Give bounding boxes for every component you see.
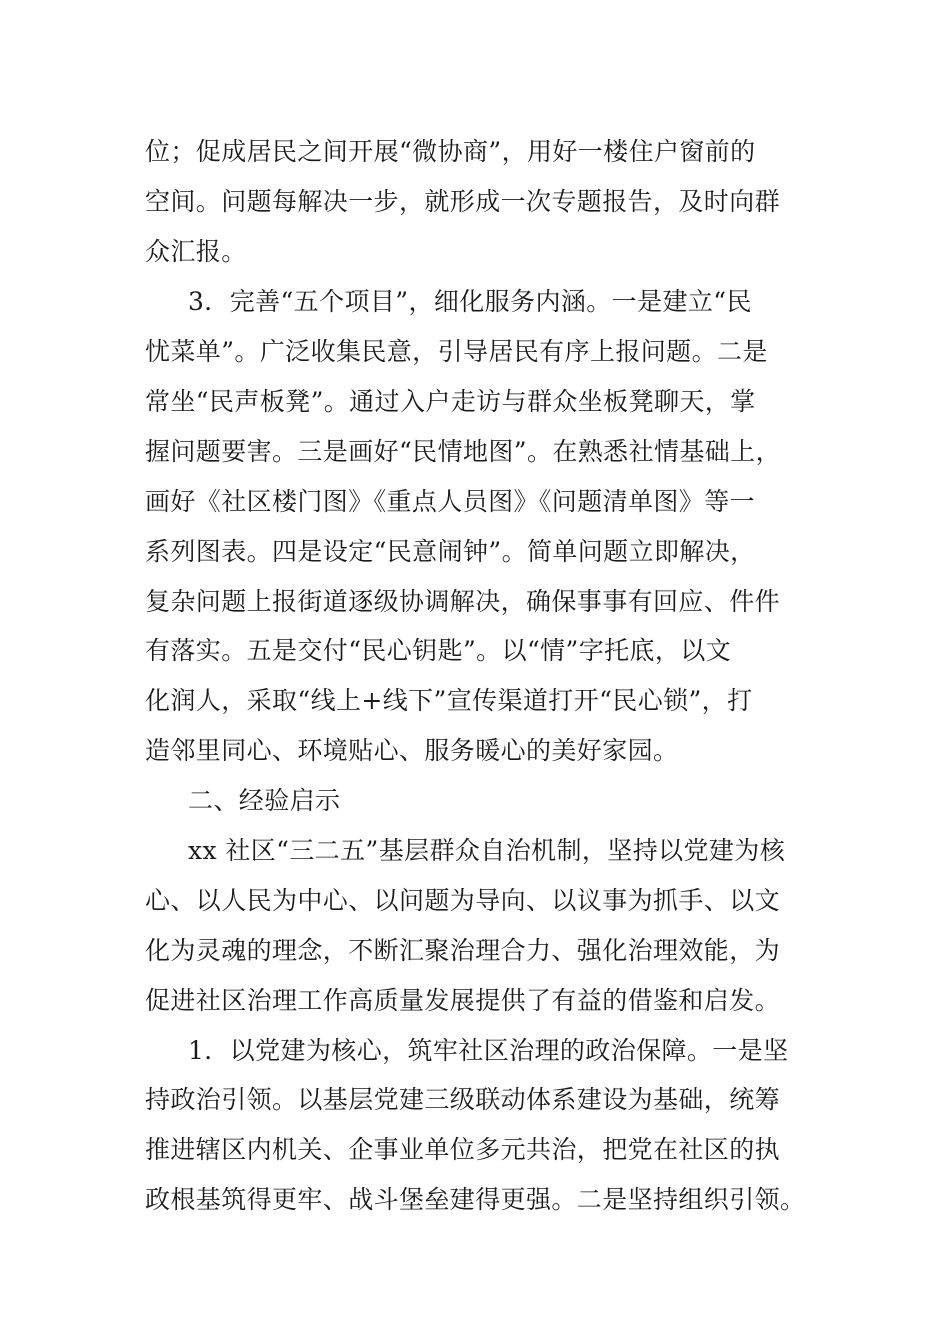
text-line: 位；促成居民之间开展“微协商”，用好一楼住户窗前的 [145, 137, 756, 166]
text-line: 化润人，采取“线上+线下”宣传渠道打开“民心锁”，打 [145, 686, 753, 715]
text-line: 系列图表。四是设定“民意闹钟”。简单问题立即解决， [145, 537, 756, 566]
text-line: 众汇报。 [145, 237, 247, 266]
text-line: 推进辖区内机关、企事业单位多元共治，把党在社区的执 [145, 1135, 781, 1164]
text-line: 持政治引领。以基层党建三级联动体系建设为基础，统筹 [145, 1085, 781, 1114]
paragraph-heading-line: 1．以党建为核心，筑牢社区治理的政治保障。一是坚 [188, 1036, 789, 1065]
paragraph-heading-line: 3．完善“五个项目”，细化服务内涵。一是建立“民 [188, 287, 752, 316]
text-line: xx 社区“三二五”基层群众自治机制，坚持以党建为核 [188, 836, 786, 865]
text-line: 画好《社区楼门图》《重点人员图》《问题清单图》等一 [145, 487, 756, 516]
text-line: 造邻里同心、环境贴心、服务暖心的美好家园。 [145, 736, 679, 765]
text-line: 心、以人民为中心、以问题为导向、以议事为抓手、以文 [145, 886, 781, 915]
text-line: 常坐“民声板凳”。通过入户走访与群众坐板凳聊天，掌 [145, 387, 756, 416]
text-line: 复杂问题上报街道逐级协调解决，确保事事有回应、件件 [145, 587, 781, 616]
text-line: 忧菜单”。广泛收集民意，引导居民有序上报问题。二是 [145, 337, 768, 366]
section-heading: 二、经验启示 [188, 786, 341, 815]
text-line: 有落实。五是交付“民心钥匙”。以“情”字托底，以文 [145, 636, 732, 665]
text-line: 化为灵魂的理念，不断汇聚治理合力、强化治理效能，为 [145, 936, 781, 965]
text-line: 空间。问题每解决一步，就形成一次专题报告，及时向群 [145, 187, 781, 216]
text-line: 握问题要害。三是画好“民情地图”。在熟悉社情基础上， [145, 437, 781, 466]
text-line: 促进社区治理工作高质量发展提供了有益的借鉴和启发。 [145, 986, 781, 1015]
text-line: 政根基筑得更牢、战斗堡垒建得更强。二是坚持组织引领。 [145, 1185, 806, 1214]
